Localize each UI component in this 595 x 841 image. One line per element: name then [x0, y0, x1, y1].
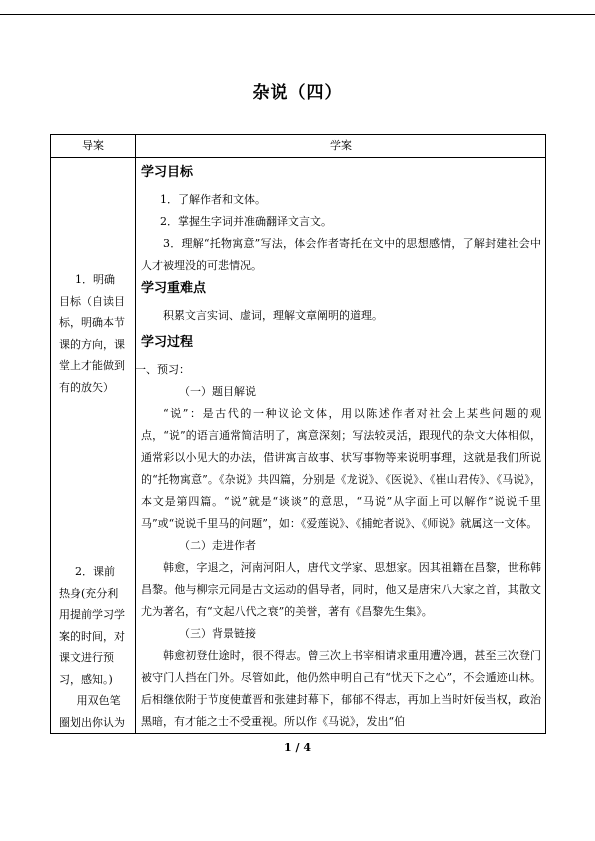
lesson-table: [50, 134, 546, 734]
guide-line: 堂上才能做到: [59, 359, 125, 372]
preview-label: 一、预习：: [135, 363, 190, 376]
background-text: 韩愈初登仕途时，很不得志。曾三次上书宰相请求重用遭冷遇，甚至三次登门被守门人挡在门外。尽管如此，他仍然申明自己有“忧天下之心”，不会遁迹山林。后相继依附于节度使董晋和张建封幕下，郁郁不得志，再加上当时奸佞当权，政治黑暗，有才能之士不受重视。所以作《马说》，发出“伯: [141, 649, 541, 728]
key-points-text: 积累文言实词、虚词，理解文章阐明的道理。: [163, 309, 383, 322]
subheading-background: （三）背景链接: [179, 627, 256, 640]
guide-line: 圈划出你认为: [59, 715, 125, 729]
goal-item: 1．了解作者和文体。: [160, 193, 266, 206]
guide-line: 案的时间，对: [59, 629, 125, 643]
guide-line: 2．课前: [75, 565, 115, 578]
author-text: 韩愈，字退之，河南河阳人，唐代文学家、思想家。因其祖籍在昌黎，世称韩昌黎。他与柳宗元同是古文运动的倡导者，同时，他又是唐宋八大家之首，其散文尤为著名，有“文起八代之衰”的美誉，著有《昌黎先生集》。: [141, 561, 541, 618]
guide-line: 1．明确: [75, 273, 115, 286]
study-column: [135, 163, 541, 733]
guide-line: 有的放矢）: [59, 380, 114, 394]
page-number: 1 / 4: [284, 741, 311, 754]
guide-line: 用提前学习学: [59, 608, 125, 621]
header-study-plan: 学案: [330, 139, 352, 152]
guide-line: 习，感知。): [59, 672, 113, 686]
top-rule: [0, 14, 595, 15]
guide-block-goals: [59, 269, 131, 398]
page-title: 杂说（四）: [252, 83, 343, 103]
guide-line: 课文进行预: [59, 651, 114, 664]
guide-line: 用双色笔: [76, 694, 121, 707]
guide-column: [51, 157, 135, 733]
guide-line: 标，明确本节: [59, 316, 125, 329]
goal-item: 3．理解“托物寓意”写法，体会作者寄托在文中的思想感情，了解封建社会中人才被埋没的可悲情况。: [141, 237, 541, 272]
column-divider: [135, 135, 136, 733]
section-heading-key-points: 学习重难点: [141, 281, 207, 296]
table-header-row: [51, 135, 545, 158]
section-heading-process: 学习过程: [141, 335, 194, 350]
guide-line: 目标（自读目: [59, 294, 125, 308]
guide-line: 热身(充分利: [59, 586, 119, 600]
goal-item: 2．掌握生字词并准确翻译文言文。: [160, 215, 332, 228]
subheading-author: （二）走进作者: [179, 539, 256, 552]
guide-line: 课的方向，课: [59, 337, 125, 351]
header-guide-plan: 导案: [82, 139, 104, 152]
subheading-title-explain: （一）题目解说: [179, 385, 256, 398]
section-heading-goals: 学习目标: [141, 165, 194, 180]
guide-block-warmup: [59, 561, 131, 733]
title-explain-text: “说”：是古代的一种议论文体，用以陈述作者对社会上某些问题的观点，“说”的语言通常简洁明了，寓意深刻；写法较灵活，跟现代的杂文大体相似，通常彩以小见大的办法，借讲寓言故事、状写事物等来说明事理，这就是我们所说的“托物寓意”。《杂说》共四篇，分别是《龙说》、《医说》、《崔山君传》、《马说》，本文是第四篇。“说”就是“谈谈”的意思，“马说”从字面上可以解作“说说千里马”或“说说千里马的问题”，如：《爱莲说》、《捕蛇者说》、《师说》就属这一文体。: [141, 407, 541, 530]
